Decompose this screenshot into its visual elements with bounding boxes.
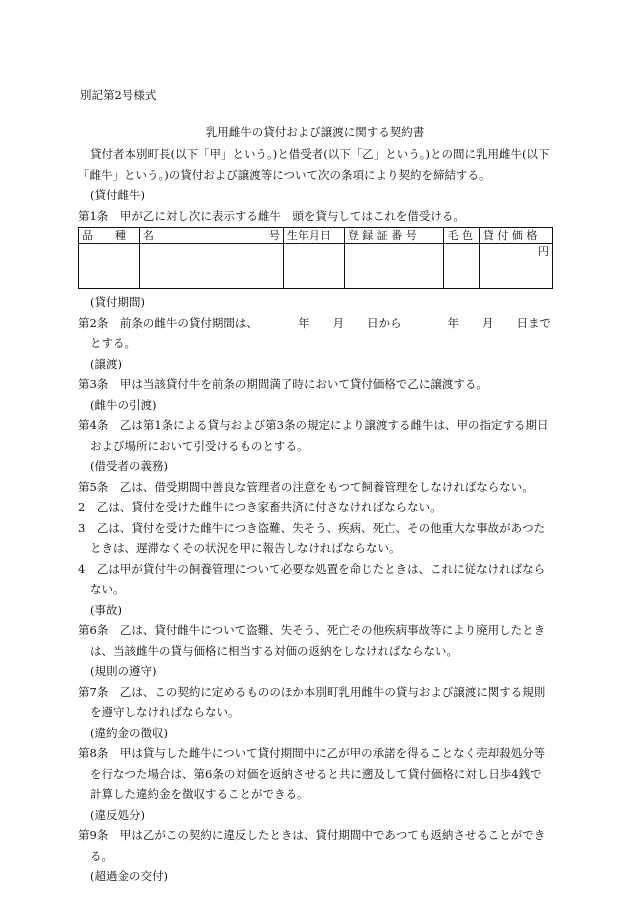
form-label: 別記第2号様式 — [80, 88, 157, 102]
section-heading: (超過金の交付) — [90, 869, 168, 883]
article-5-clause-3: 3 乙は、貸付を受けた雌牛につき盗難、失そう、疾病、死亡、その他重大な事故があつたときは、遅滞なくその状況を甲に報告しなければならない。 — [78, 520, 546, 555]
section-heading: (規則の遵守) — [90, 664, 157, 678]
table-header-row — [79, 228, 553, 244]
table-cell-registration — [344, 244, 444, 289]
section-heading: (貸付期間) — [90, 295, 145, 309]
article-5-clause-2: 2 乙は、貸付を受けた雌牛につき家畜共済に付さなければならない。 — [78, 500, 442, 514]
section-heading: (違反処分) — [90, 807, 145, 822]
article-9: 第9条 甲は乙がこの契約に違反したときは、貸付期間中であつても返納させることができる。 — [78, 828, 546, 863]
article-7: 第7条 乙は、この契約に定めるもののほか本別町乳用雌牛の貸与および譲渡に関する規則を遵守しなければならない。 — [78, 684, 546, 719]
article-2: 第2条 前条の雌牛の貸付期間は、 年 月 日から 年 月 日までとする。 — [78, 315, 552, 350]
table-cell-name — [139, 244, 283, 289]
table-header-registration: 登 録 証 番 号 — [344, 228, 444, 244]
section-heading: (貸付雌牛) — [90, 188, 145, 202]
document-title: 乳用雌牛の貸付および譲渡に関する契約書 — [205, 125, 425, 139]
table-header-name — [139, 228, 283, 244]
article-1: 第1条 甲が乙に対し次に表示する雌牛 頭を貸与してはこれを借受ける。 — [78, 208, 465, 223]
table-header-loan-price: 貸 付 価 格 — [479, 228, 552, 244]
table-cell-loan-price — [479, 244, 552, 289]
table-header-breed: 品 種 — [79, 228, 140, 244]
article-6: 第6条 乙は、貸付雌牛について盗難、失そう、死亡その他疾病事故等により廃用したときは、当該雌牛の貸与価格に相当する対価の返納をしなければならない。 — [78, 623, 546, 658]
table-cell-breed — [79, 244, 140, 289]
section-heading: (雌牛の引渡) — [90, 397, 157, 412]
table-header-birthdate: 生年月日 — [283, 228, 344, 244]
article-4: 第4条 乙は第1条による貸与および第3条の規定により譲渡する雌牛は、甲の指定する期日および場所において引受けるものとする。 — [78, 418, 549, 453]
article-5-clause-4: 4 乙は甲が貸付牛の飼養管理について必要な処置を命じたときは、これに従なければならない。 — [78, 561, 546, 596]
table-row — [79, 244, 553, 289]
article-8: 第8条 甲は貸与した雌牛について貸付期間中に乙が甲の承諾を得ることなく売却殺処分等を行なつた場合は、第6条の対価を返納させると共に遡及して貸付価格に対し日歩4銭で計算した違約金を徴収することができる。 — [78, 746, 546, 801]
table-cell-birthdate — [283, 244, 344, 289]
article-3: 第3条 甲は当該貸付牛を前条の期間満了時において貸付価格で乙に譲渡する。 — [78, 377, 488, 391]
table-header-name-label: 名 — [142, 229, 154, 242]
section-heading: (違約金の徴収) — [90, 725, 168, 740]
price-unit: 円 — [538, 245, 549, 258]
table-header-coat-color: 毛 色 — [444, 228, 479, 244]
document-body — [78, 144, 553, 887]
article-5: 第5条 乙は、借受期間中善良な管理者の注意をもつて飼養管理をしなければならない。 — [78, 479, 534, 494]
intro-paragraph: 貸付者本別町長(以下「甲」という。)と借受者(以下「乙」という。)との間に乳用雌牛(以下「雌牛」という。)の貸付および譲渡等について次の条項により契約を締結する。 — [78, 147, 550, 182]
section-heading: (事故) — [90, 602, 122, 617]
section-heading: (譲渡) — [90, 356, 122, 371]
loan-table — [78, 227, 553, 289]
table-header-number-label: 号 — [268, 229, 280, 242]
table-cell-coat-color — [444, 244, 479, 289]
section-heading: (借受者の義務) — [90, 459, 168, 473]
